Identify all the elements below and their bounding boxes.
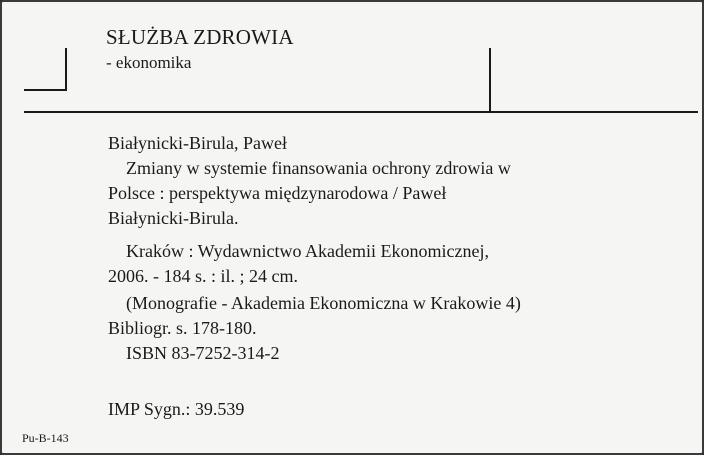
bibliography-note: Bibliogr. s. 178-180. bbox=[108, 318, 257, 338]
header-vertical-rule bbox=[489, 48, 491, 112]
title-line: Zmiany w systemie finansowania ochrony zdrowia w bbox=[126, 158, 511, 178]
catalog-code: Pu-B-143 bbox=[22, 431, 69, 445]
isbn: ISBN 83-7252-314-2 bbox=[126, 343, 280, 363]
series-statement: (Monografie - Akademia Ekonomiczna w Krakowie 4) bbox=[126, 293, 521, 313]
corner-mark-vertical bbox=[65, 48, 67, 90]
author-entry: Białynicki-Birula, Paweł bbox=[108, 133, 287, 153]
subject-subdivision: - ekonomika bbox=[106, 53, 192, 72]
subject-heading: SŁUŻBA ZDROWIA bbox=[106, 25, 294, 49]
publication-line: Kraków : Wydawnictwo Akademii Ekonomicznej, bbox=[126, 241, 489, 261]
corner-mark-horizontal bbox=[24, 89, 67, 91]
shelfmark: IMP Sygn.: 39.539 bbox=[108, 399, 245, 419]
header-divider bbox=[24, 111, 698, 113]
title-line: Polsce : perspektywa międzynarodowa / Paweł bbox=[108, 183, 447, 203]
publication-line: 2006. - 184 s. : il. ; 24 cm. bbox=[108, 266, 298, 286]
title-line: Białynicki-Birula. bbox=[108, 208, 239, 228]
